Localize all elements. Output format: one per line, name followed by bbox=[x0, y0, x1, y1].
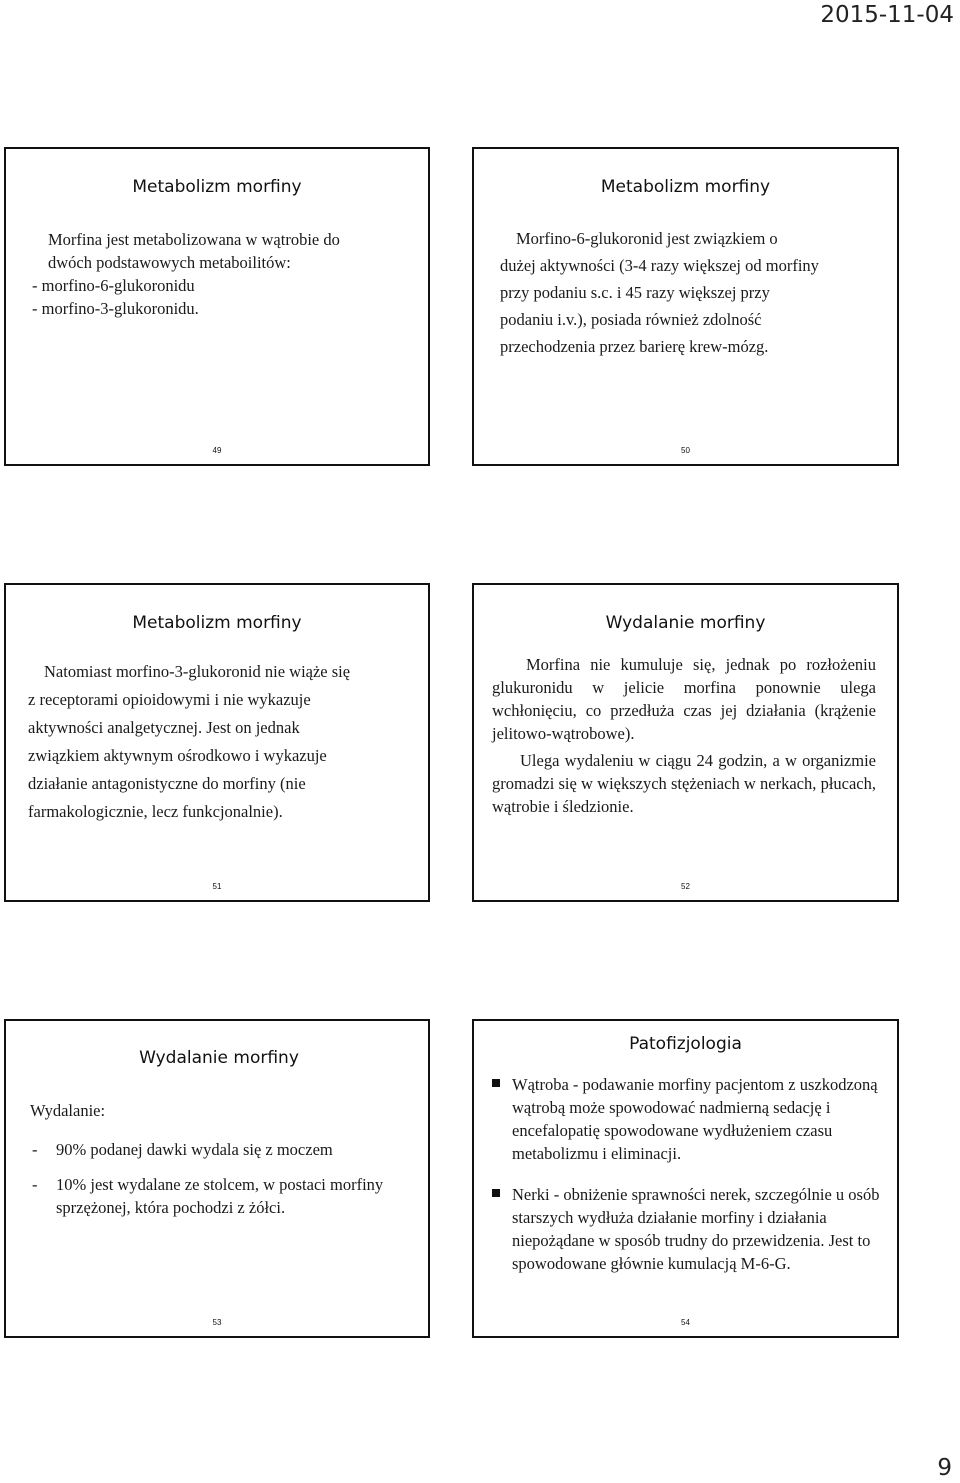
paragraph: Morfina nie kumuluje się, jednak po rozłożeniu glukuronidu w jelicie morfina ponownie ulega wchłonięciu, co przedłuża czas jej działania (krążenie jelitowo-wątrobowe). bbox=[492, 655, 876, 743]
slide-53 bbox=[4, 1019, 430, 1338]
page-number: 9 bbox=[937, 1455, 952, 1481]
bullet-text: Wątroba - podawanie morfiny pacjentom z uszkodzoną wątrobą może spowodować nadmierną sedację i encefalopatię spowodowane wydłużeniem czasu metabolizmu i eliminacji. bbox=[512, 1075, 878, 1163]
slide-50 bbox=[472, 147, 899, 466]
slide-51 bbox=[4, 583, 430, 902]
slide-title: Wydalanie morfiny bbox=[605, 613, 766, 633]
text-line: związkiem aktywnym ośrodkowo i wykazuje bbox=[28, 746, 327, 765]
text-line: Natomiast morfino-3-glukoronid nie wiąże się bbox=[44, 662, 351, 681]
slide-body bbox=[32, 228, 422, 320]
text-line: dużej aktywności (3-4 razy większej od morfiny bbox=[500, 256, 819, 275]
slide-title: Patofizjologia bbox=[629, 1034, 742, 1054]
bullet-item bbox=[490, 1073, 880, 1165]
bullet-text: Nerki - obniżenie sprawności nerek, szczególnie u osób starszych wydłuża działanie morfiny i działania niepożądane w sposób trudny do przewidzenia. Jest to spowodowane głównie kumulacją M-6-G. bbox=[512, 1185, 880, 1273]
intro-label: Wydalanie: bbox=[30, 1101, 106, 1120]
slide-number: 50 bbox=[681, 446, 690, 455]
text-line: Morfina jest metabolizowana w wątrobie do bbox=[48, 230, 340, 249]
header-date: 2015-11-04 bbox=[820, 2, 954, 28]
slide-number: 49 bbox=[212, 446, 222, 455]
text-line: - morfino-6-glukoronidu bbox=[32, 276, 195, 295]
slide-number: 51 bbox=[212, 882, 222, 891]
slide-body bbox=[490, 1073, 880, 1275]
list-item bbox=[30, 1173, 422, 1219]
slide-body bbox=[30, 1099, 422, 1219]
paragraph: Ulega wydaleniu w ciągu 24 godzin, a w organizmie gromadzi się w większych stężeniach w nerkach, płucach, wątrobie i śledzionie. bbox=[492, 751, 876, 816]
dash-marker: - bbox=[32, 1175, 38, 1194]
slide-title: Metabolizm morfiny bbox=[600, 177, 771, 197]
text-line: dwóch podstawowych metaboilitów: bbox=[48, 253, 291, 272]
list-item-text: 10% jest wydalane ze stolcem, w postaci morfiny sprzężonej, która pochodzi z żółci. bbox=[56, 1175, 384, 1217]
slide-54 bbox=[472, 1019, 899, 1338]
text-line: aktywności analgetycznej. Jest on jednak bbox=[28, 718, 300, 737]
slide-49 bbox=[4, 147, 430, 466]
slide-number: 52 bbox=[681, 882, 690, 891]
text-line: Morfino-6-glukoronid jest związkiem o bbox=[516, 229, 778, 248]
text-line: przy podaniu s.c. i 45 razy większej przy bbox=[500, 283, 770, 302]
text-line: działanie antagonistyczne do morfiny (nie bbox=[28, 774, 306, 793]
text-line: podaniu i.v.), posiada również zdolność bbox=[500, 310, 762, 329]
text-line: z receptorami opioidowymi i nie wykazuje bbox=[28, 690, 311, 709]
slide-body bbox=[500, 225, 895, 360]
bullet-item bbox=[490, 1183, 880, 1275]
text-line: przechodzenia przez barierę krew-mózg. bbox=[500, 337, 769, 356]
dash-marker: - bbox=[32, 1140, 38, 1159]
slide-title: Metabolizm morfiny bbox=[132, 613, 302, 633]
slide-body bbox=[28, 658, 424, 826]
slide-title: Wydalanie morfiny bbox=[139, 1048, 299, 1068]
slide-number: 54 bbox=[681, 1318, 690, 1327]
slide-title: Metabolizm morfiny bbox=[132, 177, 302, 197]
slide-number: 53 bbox=[212, 1318, 222, 1327]
square-bullet-icon bbox=[492, 1079, 500, 1087]
list-item-text: 90% podanej dawki wydala się z moczem bbox=[56, 1140, 333, 1159]
slide-body bbox=[492, 653, 876, 818]
list-item bbox=[30, 1138, 422, 1161]
text-line: farmakologicznie, lecz funkcjonalnie). bbox=[28, 802, 283, 821]
square-bullet-icon bbox=[492, 1189, 500, 1197]
slide-52 bbox=[472, 583, 899, 902]
text-line: - morfino-3-glukoronidu. bbox=[32, 299, 199, 318]
